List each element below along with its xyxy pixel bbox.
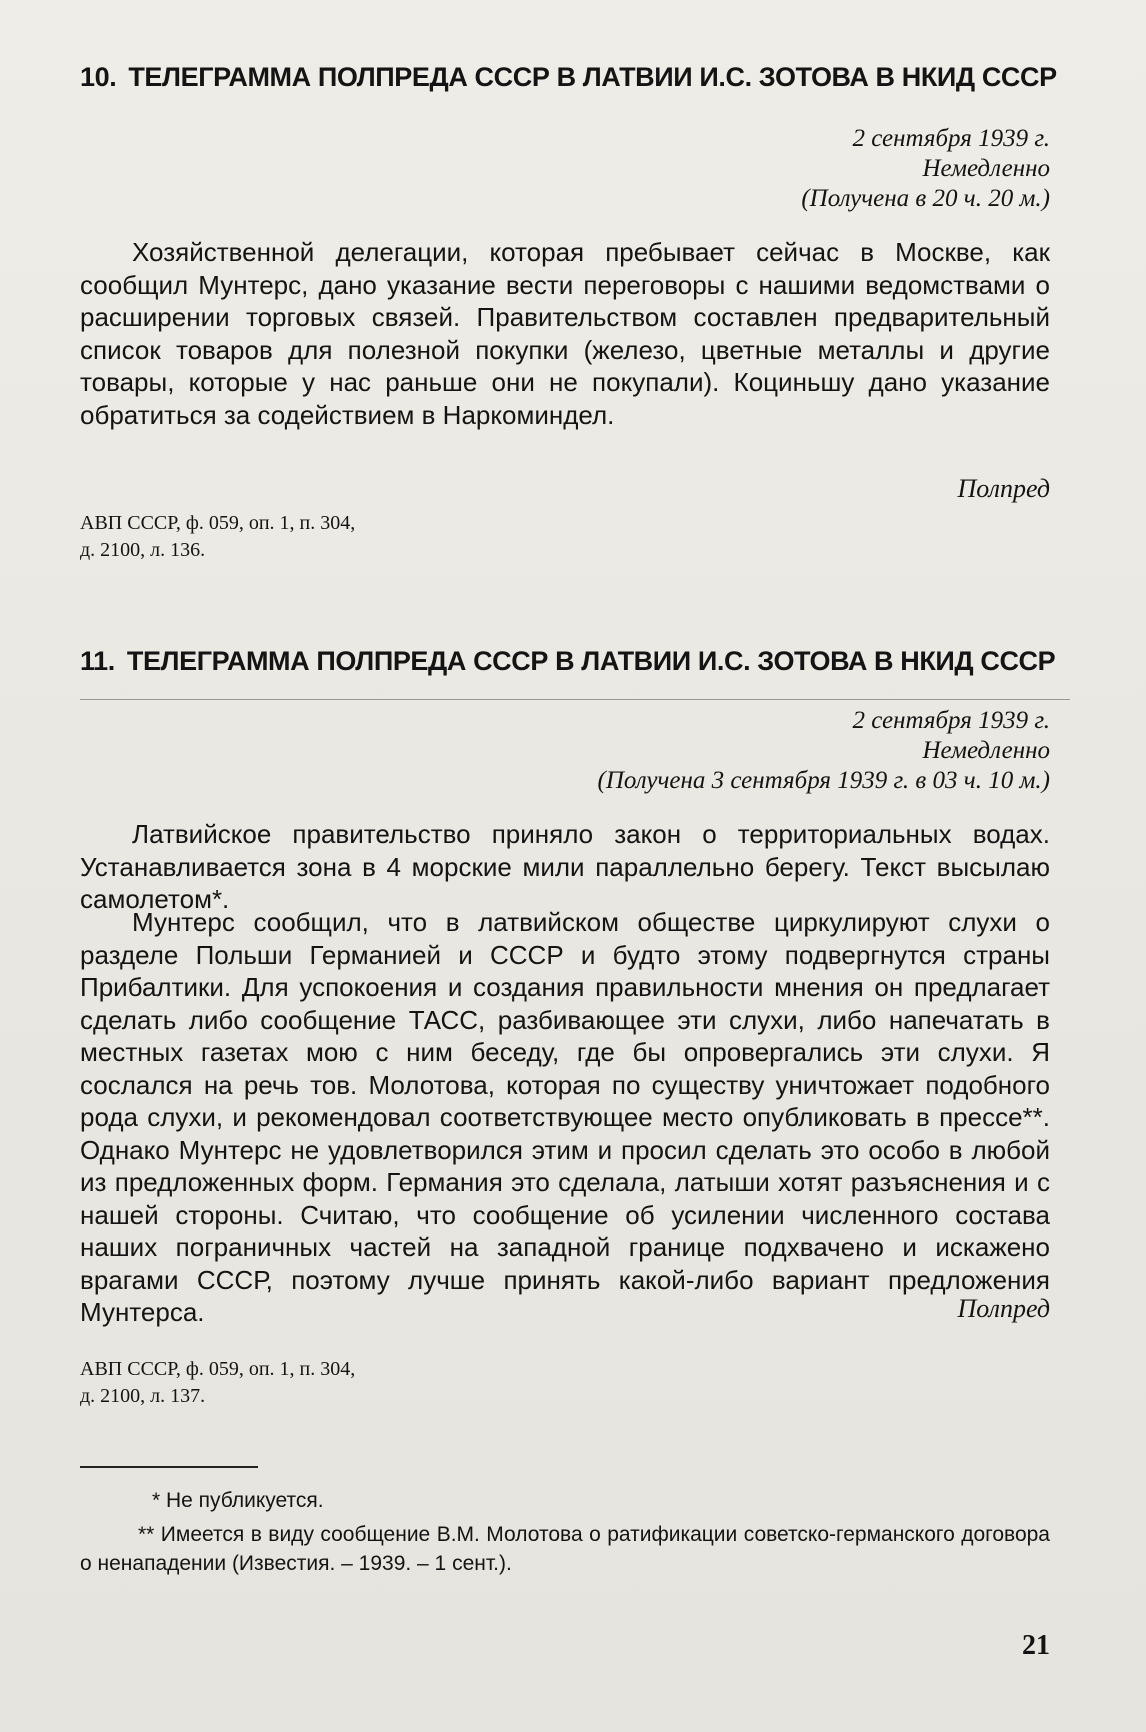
doc10-received: (Получена в 20 ч. 20 м.) <box>801 185 1050 212</box>
doc10-title: ТЕЛЕГРАММА ПОЛПРЕДА СССР В ЛАТВИИ И.С. ЗОТОВА В НКИД СССР <box>128 62 1057 92</box>
footnote-separator <box>80 1466 258 1468</box>
footnote-2: ** Имеется в виду сообщение В.М. Молотова о ратификации советско-германского договора о ненападении (Известия. – 1939. – 1 сент.). <box>80 1523 1050 1575</box>
bleed-through-rule <box>80 699 1070 700</box>
footnote-1: * Не публикуется. <box>152 1489 324 1512</box>
doc10-signature: Полпред <box>957 474 1050 503</box>
doc11-archive-ref <box>80 1356 355 1410</box>
page-number: 21 <box>1022 1630 1050 1661</box>
doc10-priority: Немедленно <box>922 155 1050 182</box>
doc11-priority: Немедленно <box>922 737 1050 764</box>
doc10-date: 2 сентября 1939 г. <box>852 125 1050 152</box>
doc11-number: 11. <box>80 646 115 676</box>
doc10-heading <box>80 62 1057 93</box>
doc11-title: ТЕЛЕГРАММА ПОЛПРЕДА СССР В ЛАТВИИ И.С. ЗОТОВА В НКИД СССР <box>126 646 1056 676</box>
doc11-ref-line-2: д. 2100, л. 137. <box>80 1385 206 1407</box>
doc11-signature: Полпред <box>957 1294 1050 1323</box>
doc11-heading <box>80 646 1056 677</box>
doc11-paragraph-2: Мунтерс сообщил, что в латвийском обществе циркулируют слухи о разделе Польши Германией и СССР и будто этому подвергнутся страны Прибалтики. Для успокоения и создания правильности мнения он предлагает сделать либо сообщение ТАСС, разбивающее эти слухи, либо напечатать в местных газетах мою с ним беседу, где бы опровергались эти слухи. Я сослался на речь тов. Молотова, которая по существу уничтожает подобного рода слухи, и рекомендовал соответствующее место опубликовать в прессе**. Однако Мунтерс не удовлетворился этим и просил сделать это особо в любой из предложенных форм. Германия это сделала, латыши хотят разъяснения и с нашей стороны. Считаю, что сообщение об усилении численного состава наших пограничных частей на западной границе подхвачено и искажено врагами СССР, поэтому лучше принять какой-либо вариант предложения Мунтерса. <box>80 907 1050 1327</box>
doc10-paragraph-1: Хозяйственной делегации, которая пребывает сейчас в Москве, как сообщил Мунтерс, дано указание вести переговоры с нашими ведомствами о расширении торговых связей. Правительством составлен предварительный список товаров для полезной покупки (железо, цветные металлы и другие товары, которые у нас раньше они не покупали). Коциньшу дано указание обратиться за содействием в Наркоминдел. <box>80 237 1050 430</box>
doc11-date: 2 сентября 1939 г. <box>852 707 1050 734</box>
doc10-meta <box>350 124 1050 214</box>
doc10-archive-ref <box>80 510 355 564</box>
doc11-ref-line-1: АВП СССР, ф. 059, оп. 1, п. 304, <box>80 1358 356 1380</box>
doc10-ref-line-2: д. 2100, л. 136. <box>80 539 206 561</box>
doc11-paragraph-1: Латвийское правительство приняло закон о территориальных водах. Устанавливается зона в 4 морские мили параллельно берегу. Текст высылаю самолетом*. <box>80 819 1050 914</box>
doc11-meta <box>350 706 1050 796</box>
doc10-number: 10. <box>80 62 117 92</box>
doc11-received: (Получена 3 сентября 1939 г. в 03 ч. 10 м.) <box>597 767 1050 794</box>
doc10-ref-line-1: АВП СССР, ф. 059, оп. 1, п. 304, <box>80 512 356 534</box>
